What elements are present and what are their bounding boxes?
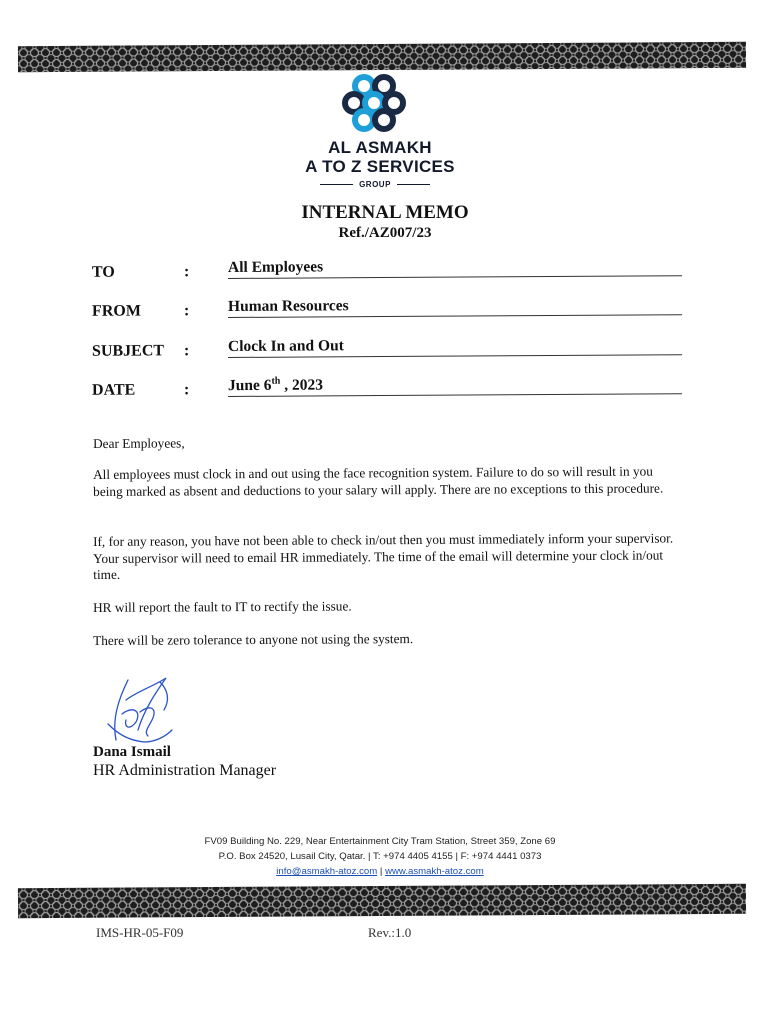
document-code: IMS-HR-05-F09 [96,925,184,940]
date-day: June 6 [227,376,272,394]
decorative-top-band [18,42,746,72]
body-paragraph-2: If, for any reason, you have not been able to check in/out then you must immediately inform your supervisor. Your supervisor will need to email HR immediately. The time of the email will determine your clock in/out time. [93,530,674,582]
field-date-value [228,375,323,395]
footer-website-link[interactable]: www.asmakh-atoz.com [385,866,484,877]
body-paragraph-4: There will be zero tolerance to anyone not using the system. [93,631,414,648]
footer-address: FV09 Building No. 229, Near Entertainment City Tram Station, Street 359, Zone 69 [204,836,556,847]
field-date [92,374,682,400]
field-to [92,256,682,282]
salutation: Dear Employees, [93,435,185,451]
field-to-colon: : [183,263,190,281]
company-group-label: GROUP [359,180,391,189]
group-rule-right [397,184,430,185]
field-from-colon: : [183,302,190,320]
field-date-label: DATE [91,381,136,399]
decorative-bottom-band [18,884,746,918]
field-to-value: All Employees [227,258,324,276]
date-year: , 2023 [280,376,324,394]
body-paragraph-1: All employees must clock in and out using the face recognition system. Failure to do so will result in you being marked as absent and deductions to your salary will apply. There are no exceptions to this procedure. [93,463,664,499]
field-subject [92,335,682,361]
field-to-label: TO [91,263,115,281]
field-from [92,295,682,321]
handwritten-signature-icon [96,670,186,750]
memo-reference: Ref./AZ007/23 [338,225,432,241]
field-date-colon: : [183,381,190,399]
company-logo-icon [340,70,412,136]
company-group-row [320,180,430,189]
body-paragraph-3: HR will report the fault to IT to rectify the issue. [93,598,352,615]
signatory-title: HR Administration Manager [93,762,277,779]
field-from-value: Human Resources [227,297,349,315]
group-rule-left [320,184,353,185]
field-subject-colon: : [183,342,190,360]
field-from-label: FROM [91,302,141,320]
company-name-line1: AL ASMAKH [328,138,432,157]
field-subject-value: Clock In and Out [227,337,344,355]
footer-links [120,866,640,877]
company-name-line2: A TO Z SERVICES [305,157,455,176]
footer-email-link[interactable]: info@asmakh-atoz.com [276,866,378,877]
memo-title: INTERNAL MEMO [301,202,469,223]
signatory-name: Dana Ismail [93,744,171,760]
footer-contact: P.O. Box 24520, Lusail City, Qatar. | T: +974 4405 4155 | F: +974 4441 0373 [218,851,542,862]
field-subject-label: SUBJECT [91,342,165,360]
footer-link-separator: | [379,866,383,877]
document-revision: Rev.:1.0 [368,925,412,940]
date-ordinal: th [271,375,281,387]
